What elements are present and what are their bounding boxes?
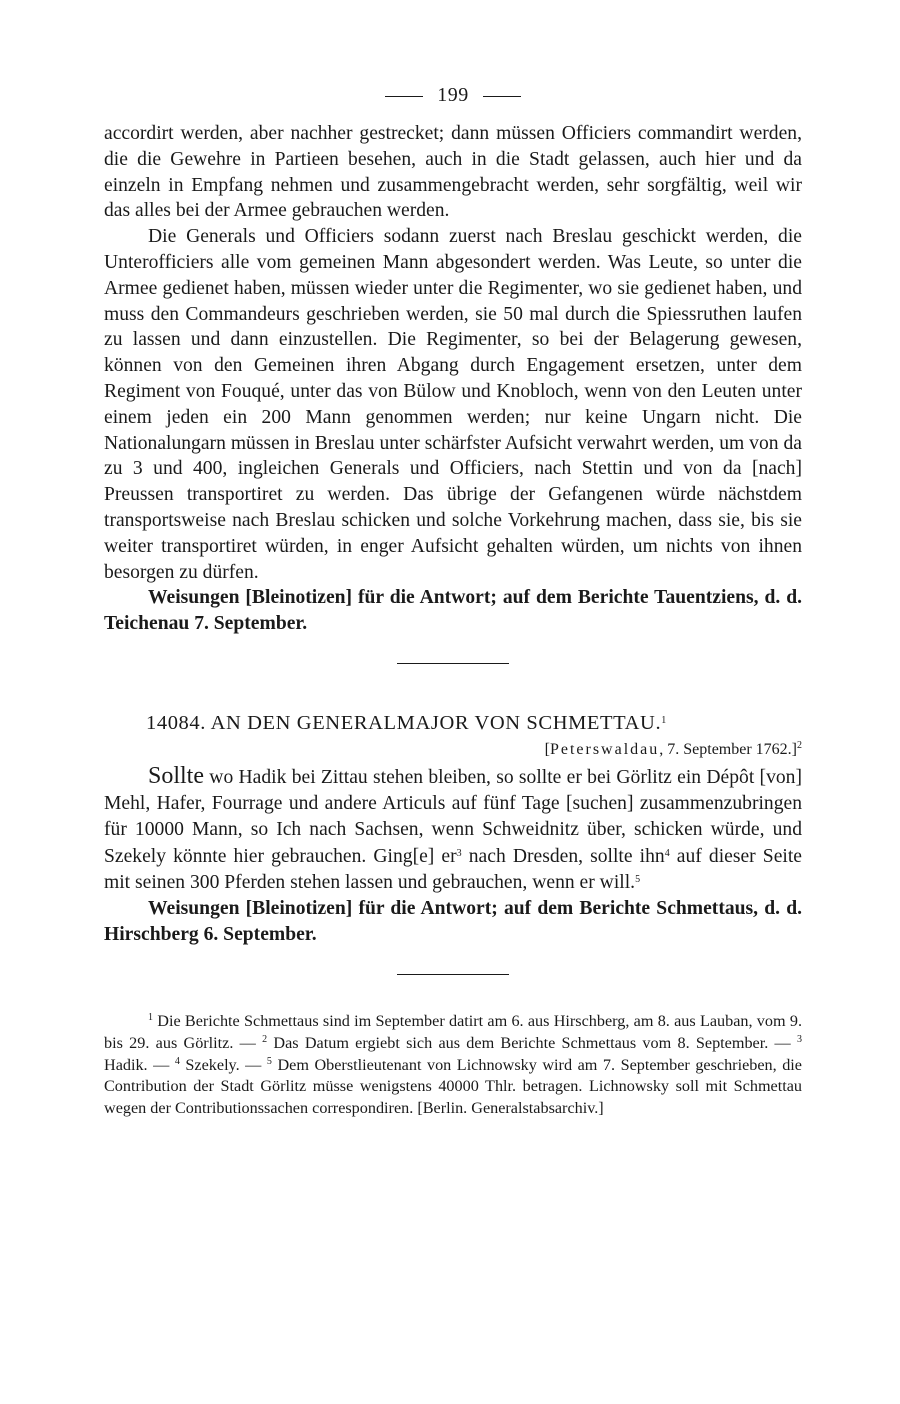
footnote-mark: 1 <box>148 1012 153 1024</box>
text-segment: wo Hadik bei Zittau stehen bleiben, so sollte er bei Görlitz ein Dépôt [von] Mehl, Hafer, Fourrage und andere Articuls auf fünf Tage [suchen] zusammenzubringen für 10000 Mann, so Ich nach Sachsen, wenn Schweidnitz über, schicken würde, und Szekely könnte hier gebrauchen. Ging[e] er <box>104 766 802 867</box>
footnote-ref: 1 <box>661 714 667 726</box>
section-continuation <box>104 121 802 637</box>
footnote-mark: 4 <box>174 1055 180 1067</box>
editorial-note: Weisungen [Bleinotizen] für die Antwort; auf dem Berichte Tauentziens, d. d. Teichenau 7. September. <box>104 587 802 635</box>
footnote-mark: 2 <box>262 1033 268 1045</box>
editorial-note: Weisungen [Bleinotizen] für die Antwort; auf dem Berichte Schmettaus, d. d. Hirschberg 6. September. <box>104 897 802 946</box>
text-segment: auf dieser Seite mit seinen 300 Pferden stehen lassen und gebrauchen, wenn er will. <box>104 845 802 893</box>
section-divider <box>397 663 509 664</box>
letter-place: Peterswaldau <box>549 740 660 758</box>
letter-body <box>104 763 802 948</box>
footnote-mark: 5 <box>266 1055 272 1067</box>
paragraph: accordirt werden, aber nachher gestrecket; dann müssen Officiers commandirt werden, die die Gewehre in Partieen besehen, auch in die Stadt gelassen, auch hier und da einzeln in Empfang nehmen und zusammengebracht werden, sehr sorgfältig, weil wir das alles bei der Armee gebrauchen werden. <box>104 123 802 222</box>
letter-heading <box>146 712 802 735</box>
section-divider <box>397 974 509 975</box>
paragraph: Die Generals und Officiers sodann zuerst nach Breslau geschickt werden, die Unterofficiers alle vom gemeinen Mann abgesondert werden. Was Leute, so unter die Armee gedienet haben, müssen wieder unter die Regimenter, wo sie gedienet haben, und muss den Commandeurs geschrieben werden, sie 50 mal durch die Spiessruthen laufen zu lassen und dann einzustellen. Die Regimenter, so bei der Belagerung gewesen, können von den Gemeinen ihren Abgang durch Engagement ersetzen, unter dem Regiment von Fouqué, unter das von Bülow und Knobloch, wenn von den Leuten unter einem jeden ein 200 Mann genommen werden; nur keine Ungarn nicht. Die Nationalungarn müssen in Breslau unter schärfster Aufsicht verwahrt werden, um von da zu 3 und 400, ingleichen Generals und Officiers, nach Stettin und von da [nach] Preussen transportiret zu werden. Das übrige der Gefangenen würde nächstdem transportsweise nach Breslau schicken und solche Vorkehrung machen, dass sie, bis sie weiter transportiret würden, in enger Aufsicht gehalten würden, um nichts von ihnen besorgen zu dürfen. <box>104 226 802 583</box>
footnote-text: Dem Oberstlieutenant von Lichnowsky wird am 7. September geschrieben, die Contribution der Stadt Görlitz müsse wenigstens 40000 Thlr. betragen. Lichnowsky soll mit Schmettau wegen der Contributionssachen correspondiren. [Berlin. Generalstabsarchiv.] <box>104 1055 802 1117</box>
page-header <box>104 84 802 107</box>
page-number: 199 <box>437 84 469 106</box>
paragraph <box>104 763 802 896</box>
footnote-ref: 3 <box>456 847 462 859</box>
footnotes <box>104 1011 802 1119</box>
footnote-ref: 5 <box>635 873 641 885</box>
text-segment: nach Dresden, sollte ihn <box>461 845 665 867</box>
place-bracket: [ <box>544 740 550 758</box>
footnote-text: Hadik. — <box>104 1055 175 1074</box>
document-page <box>104 84 802 1119</box>
letter-date: , 7. September 1762.] <box>659 740 797 758</box>
letter-title: AN DEN GENERALMAJOR VON SCHMETTAU. <box>210 711 662 734</box>
header-dash-right <box>483 96 521 97</box>
footnote-text: Das Datum ergiebt sich aus dem Berichte Schmettaus vom 8. September. — <box>267 1033 797 1052</box>
footnote-text: Szekely. — <box>179 1055 267 1074</box>
footnote-ref: 2 <box>797 739 802 751</box>
footnote-text: Die Berichte Schmettaus sind im September datirt am 6. aus Hirschberg, am 8. aus Lauban, vom 9. bis 29. aus Görlitz. — <box>104 1012 802 1052</box>
first-word: Sollte <box>148 762 205 789</box>
footnote-ref: 4 <box>664 847 670 859</box>
header-dash-left <box>385 96 423 97</box>
footnote-mark: 3 <box>797 1033 802 1045</box>
letter-number: 14084. <box>146 711 206 734</box>
letter-place-date <box>104 741 802 759</box>
